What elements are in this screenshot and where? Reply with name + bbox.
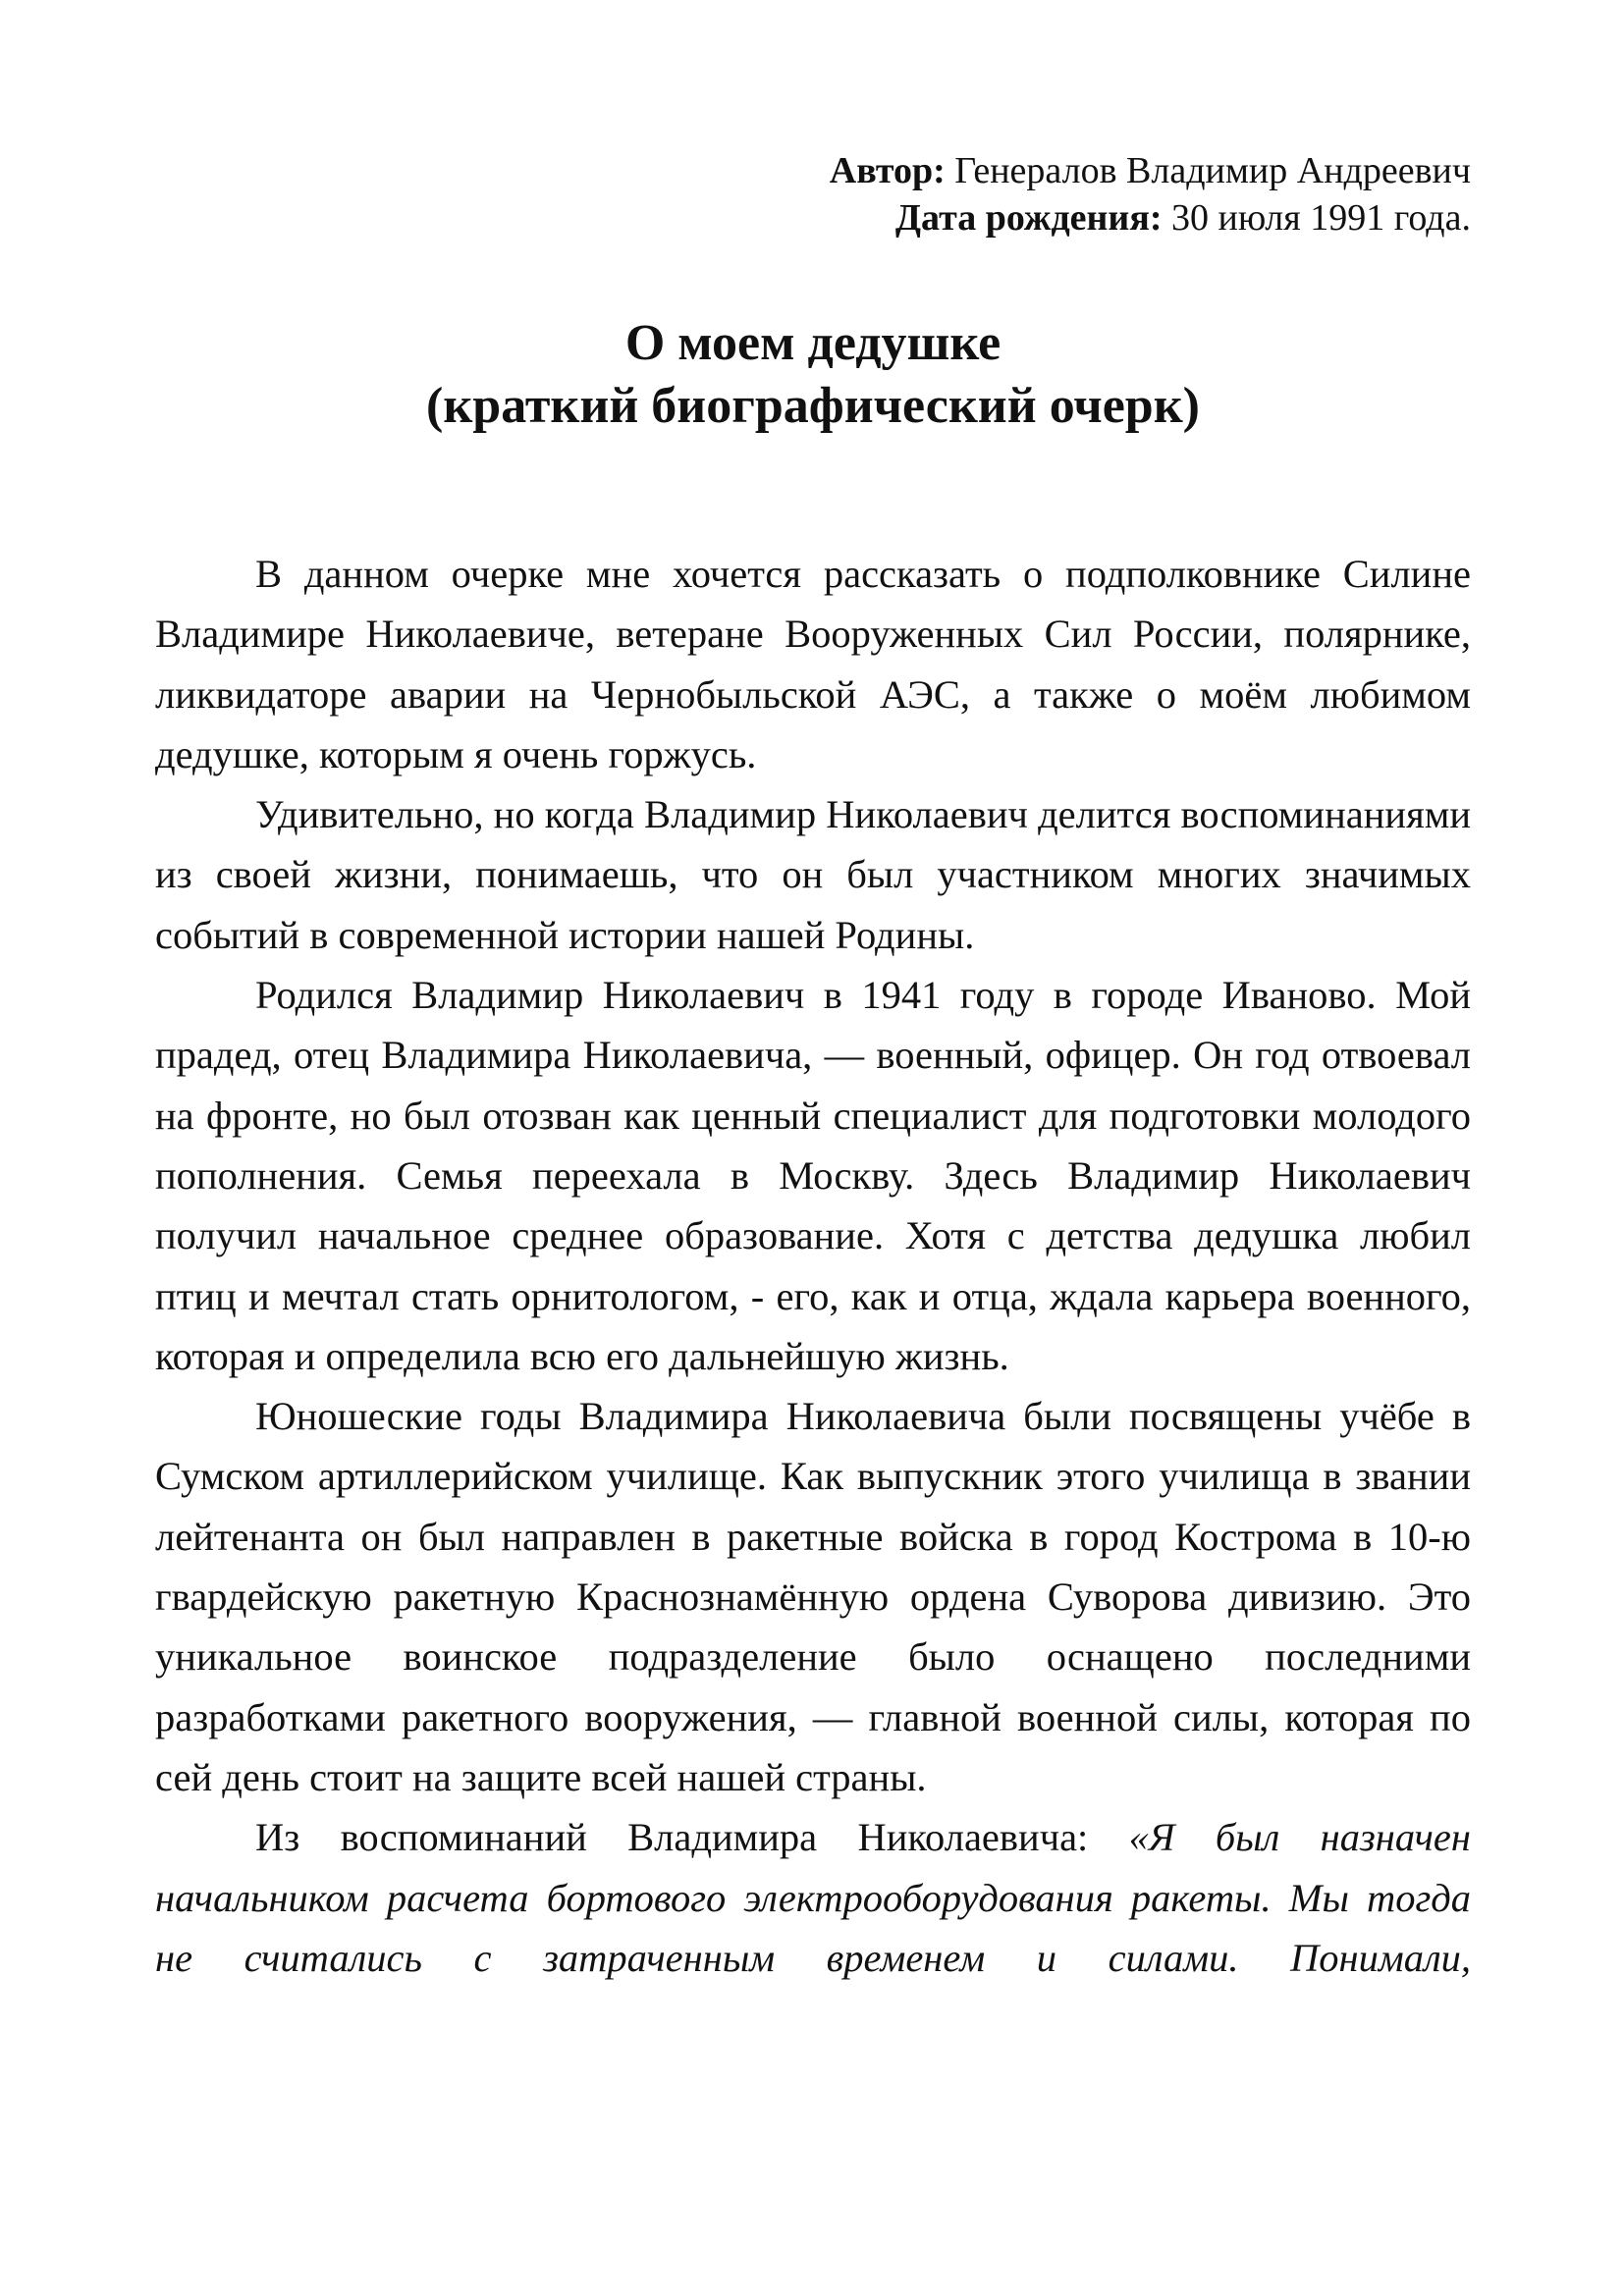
- document-page: [155, 147, 1471, 1988]
- author-line: [155, 147, 1471, 194]
- title-line-2: (краткий биографический очерк): [426, 378, 1200, 434]
- title-line-1: О моем дедушке: [624, 315, 1001, 371]
- quote-intro: Из воспоминаний Владимира Николаевича:: [255, 1815, 1129, 1860]
- paragraph-4: Юношеские годы Владимира Николаевича были посвящены учёбе в Сумском артиллерийском училище. Как выпускник этого училища в звании лейтенанта он был направлен в ракетные войска в город Кострома в 10-ю гвардейскую ракетную Краснознамённую ордена Суворова дивизию. Это уникальное воинское подразделение было оснащено последними разработками ракетного вооружения, — главной военной силы, которая по сей день стоит на защите всей нашей страны.: [155, 1394, 1471, 1799]
- author-info: [155, 147, 1471, 241]
- author-name: Генералов Владимир Андреевич: [954, 150, 1471, 191]
- birth-date-line: [155, 194, 1471, 241]
- paragraph-5: [155, 1807, 1471, 1988]
- paragraph-3: Родился Владимир Николаевич в 1941 году в городе Иваново. Мой прадед, отец Владимира Николаевича, — военный, офицер. Он год отвоевал на фронте, но был отозван как ценный специалист для подготовки молодого пополнения. Семья переехала в Москву. Здесь Владимир Николаевич получил начальное среднее образование. Хотя с детства дедушка любил птиц и мечтал стать орнитологом, - его, как и отца, ждала карьера военного, которая и определила всю его дальнейшую жизнь.: [155, 973, 1471, 1378]
- paragraph-1: В данном очерке мне хочется рассказать о подполковнике Силине Владимире Николаевиче, ветеране Вооруженных Сил России, полярнике, ликвидаторе аварии на Чернобыльской АЭС, а также о моём любимом дедушке, которым я очень горжусь.: [155, 552, 1471, 776]
- birth-date-label: Дата рождения:: [894, 197, 1163, 239]
- quote-text: «Я был назначен начальником расчета бортового электрооборудования ракеты. Мы тогда не считались с затраченным временем и силами. Понимали,: [155, 1815, 1471, 1980]
- essay-body: [155, 544, 1471, 1988]
- essay-title: [155, 312, 1471, 438]
- paragraph-2: Удивительно, но когда Владимир Николаевич делится воспоминаниями из своей жизни, понимаешь, что он был участником многих значимых событий в современной истории нашей Родины.: [155, 792, 1471, 957]
- birth-date-value: 30 июля 1991 года.: [1171, 197, 1471, 239]
- author-label: Автор:: [829, 150, 946, 191]
